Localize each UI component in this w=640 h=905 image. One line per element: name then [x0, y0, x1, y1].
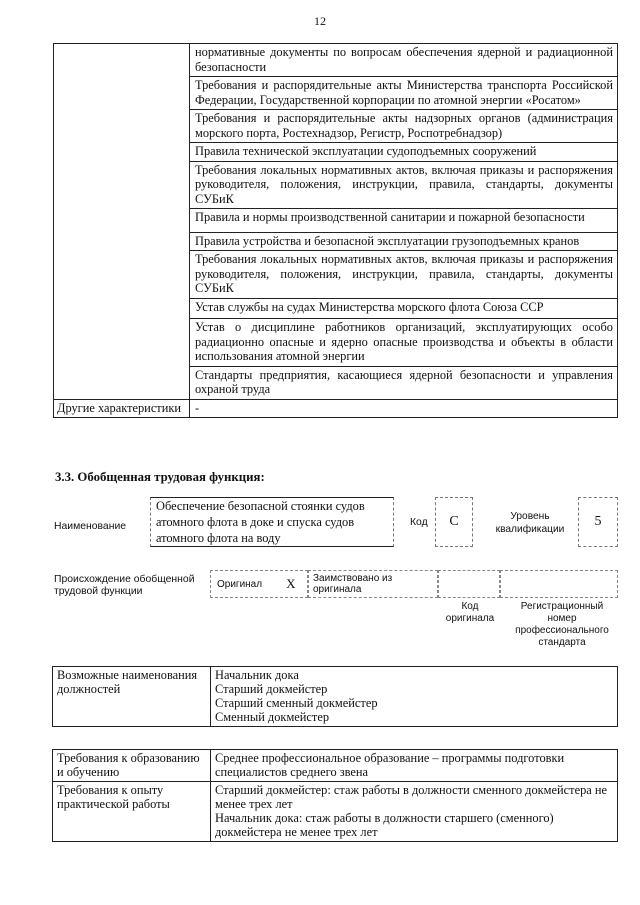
knowledge-table-continuation — [53, 43, 618, 418]
list-item: Старший сменный докмейстер — [215, 696, 378, 710]
qualification-level-label: Уровень квалификации — [495, 511, 565, 535]
name-label: Наименование — [54, 521, 127, 532]
table-cell: Правила и нормы производственной санитарии и пожарной безопасности — [190, 209, 618, 233]
education-value: Среднее профессиональное образование – программы подготовки специалистов среднего звена — [211, 750, 618, 782]
registration-number-caption: Регистрационный номер профессионального стандарта — [515, 601, 609, 648]
table-cell: Устав о дисциплине работников организаций, эксплуатирующих особо радиационно опасные и ядерно опасные производства и объекты в области использования атомной энергии — [190, 319, 618, 367]
table-cell: нормативные документы по вопросам обеспечения ядерной и радиационной безопасности — [190, 44, 618, 77]
list-item: Сменный докмейстер — [215, 710, 330, 724]
requirements-table — [52, 749, 618, 842]
table-row — [54, 399, 618, 418]
origin-row — [210, 570, 618, 598]
table-cell: Требования и распорядительные акты Министерства транспорта Российской Федерации, Государственной корпорации по атомной энергии «Росатом» — [190, 77, 618, 110]
table-cell: Правила устройства и безопасной эксплуатации грузоподъемных кранов — [190, 232, 618, 251]
other-characteristics-value: - — [190, 399, 618, 418]
registration-number-cell — [500, 570, 618, 598]
experience-line: Начальник дока: стаж работы в должности старшего (сменного) докмейстера не менее трех лет — [215, 811, 554, 839]
other-characteristics-label: Другие характеристики — [54, 399, 190, 418]
original-code-caption: Код оригинала — [445, 601, 495, 624]
experience-value — [211, 782, 618, 842]
table-cell: Требования и распорядительные акты надзорных органов (администрация морского порта, Ростехнадзор, Регистр, Роспотребнадзор) — [190, 110, 618, 143]
borrowed-label: Заимствовано из оригинала — [308, 570, 438, 598]
education-label: Требования к образованию и обучению — [53, 750, 211, 782]
table-row — [53, 782, 618, 842]
list-item: Начальник дока — [215, 668, 299, 682]
list-item: Старший докмейстер — [215, 682, 328, 696]
original-label: Оригинал — [217, 578, 263, 590]
experience-label: Требования к опыту практической работы — [53, 782, 211, 842]
experience-line: Старший докмейстер: стаж работы в должности сменного докмейстера не менее трех лет — [215, 783, 607, 811]
qualification-level-value: 5 — [578, 497, 618, 547]
empty-label-cell — [54, 44, 190, 400]
table-cell: Стандарты предприятия, касающиеся ядерной безопасности и управления охраной труда — [190, 366, 618, 399]
original-code-cell — [438, 570, 500, 598]
table-cell: Требования локальных нормативных актов, включая приказы и распоряжения руководителя, положения, инструкции, правила, стандарты, документы СУБиК — [190, 251, 618, 299]
page-number: 12 — [314, 14, 326, 28]
table-cell: Устав службы на судах Министерства морского флота Союза ССР — [190, 298, 618, 319]
table-row — [54, 44, 618, 77]
positions-table — [52, 666, 618, 727]
origin-label: Происхождение обобщенной трудовой функции — [54, 574, 195, 597]
table-cell: Правила технической эксплуатации судоподъемных сооружений — [190, 143, 618, 162]
table-row — [53, 750, 618, 782]
positions-label: Возможные наименования должностей — [53, 667, 211, 727]
positions-list — [211, 667, 618, 727]
code-value: С — [435, 497, 473, 547]
table-row — [53, 667, 618, 727]
function-name-value: Обеспечение безопасной стоянки судов атомного флота в доке и спуска судов атомного флота на воду — [150, 497, 394, 547]
table-cell: Требования локальных нормативных актов, включая приказы и распоряжения руководителя, положения, инструкции, правила, стандарты, документы СУБиК — [190, 161, 618, 209]
original-check-mark: X — [286, 576, 296, 591]
original-cell — [210, 570, 308, 598]
code-label: Код — [410, 517, 428, 528]
section-heading: 3.3. Обобщенная трудовая функция: — [55, 470, 265, 484]
